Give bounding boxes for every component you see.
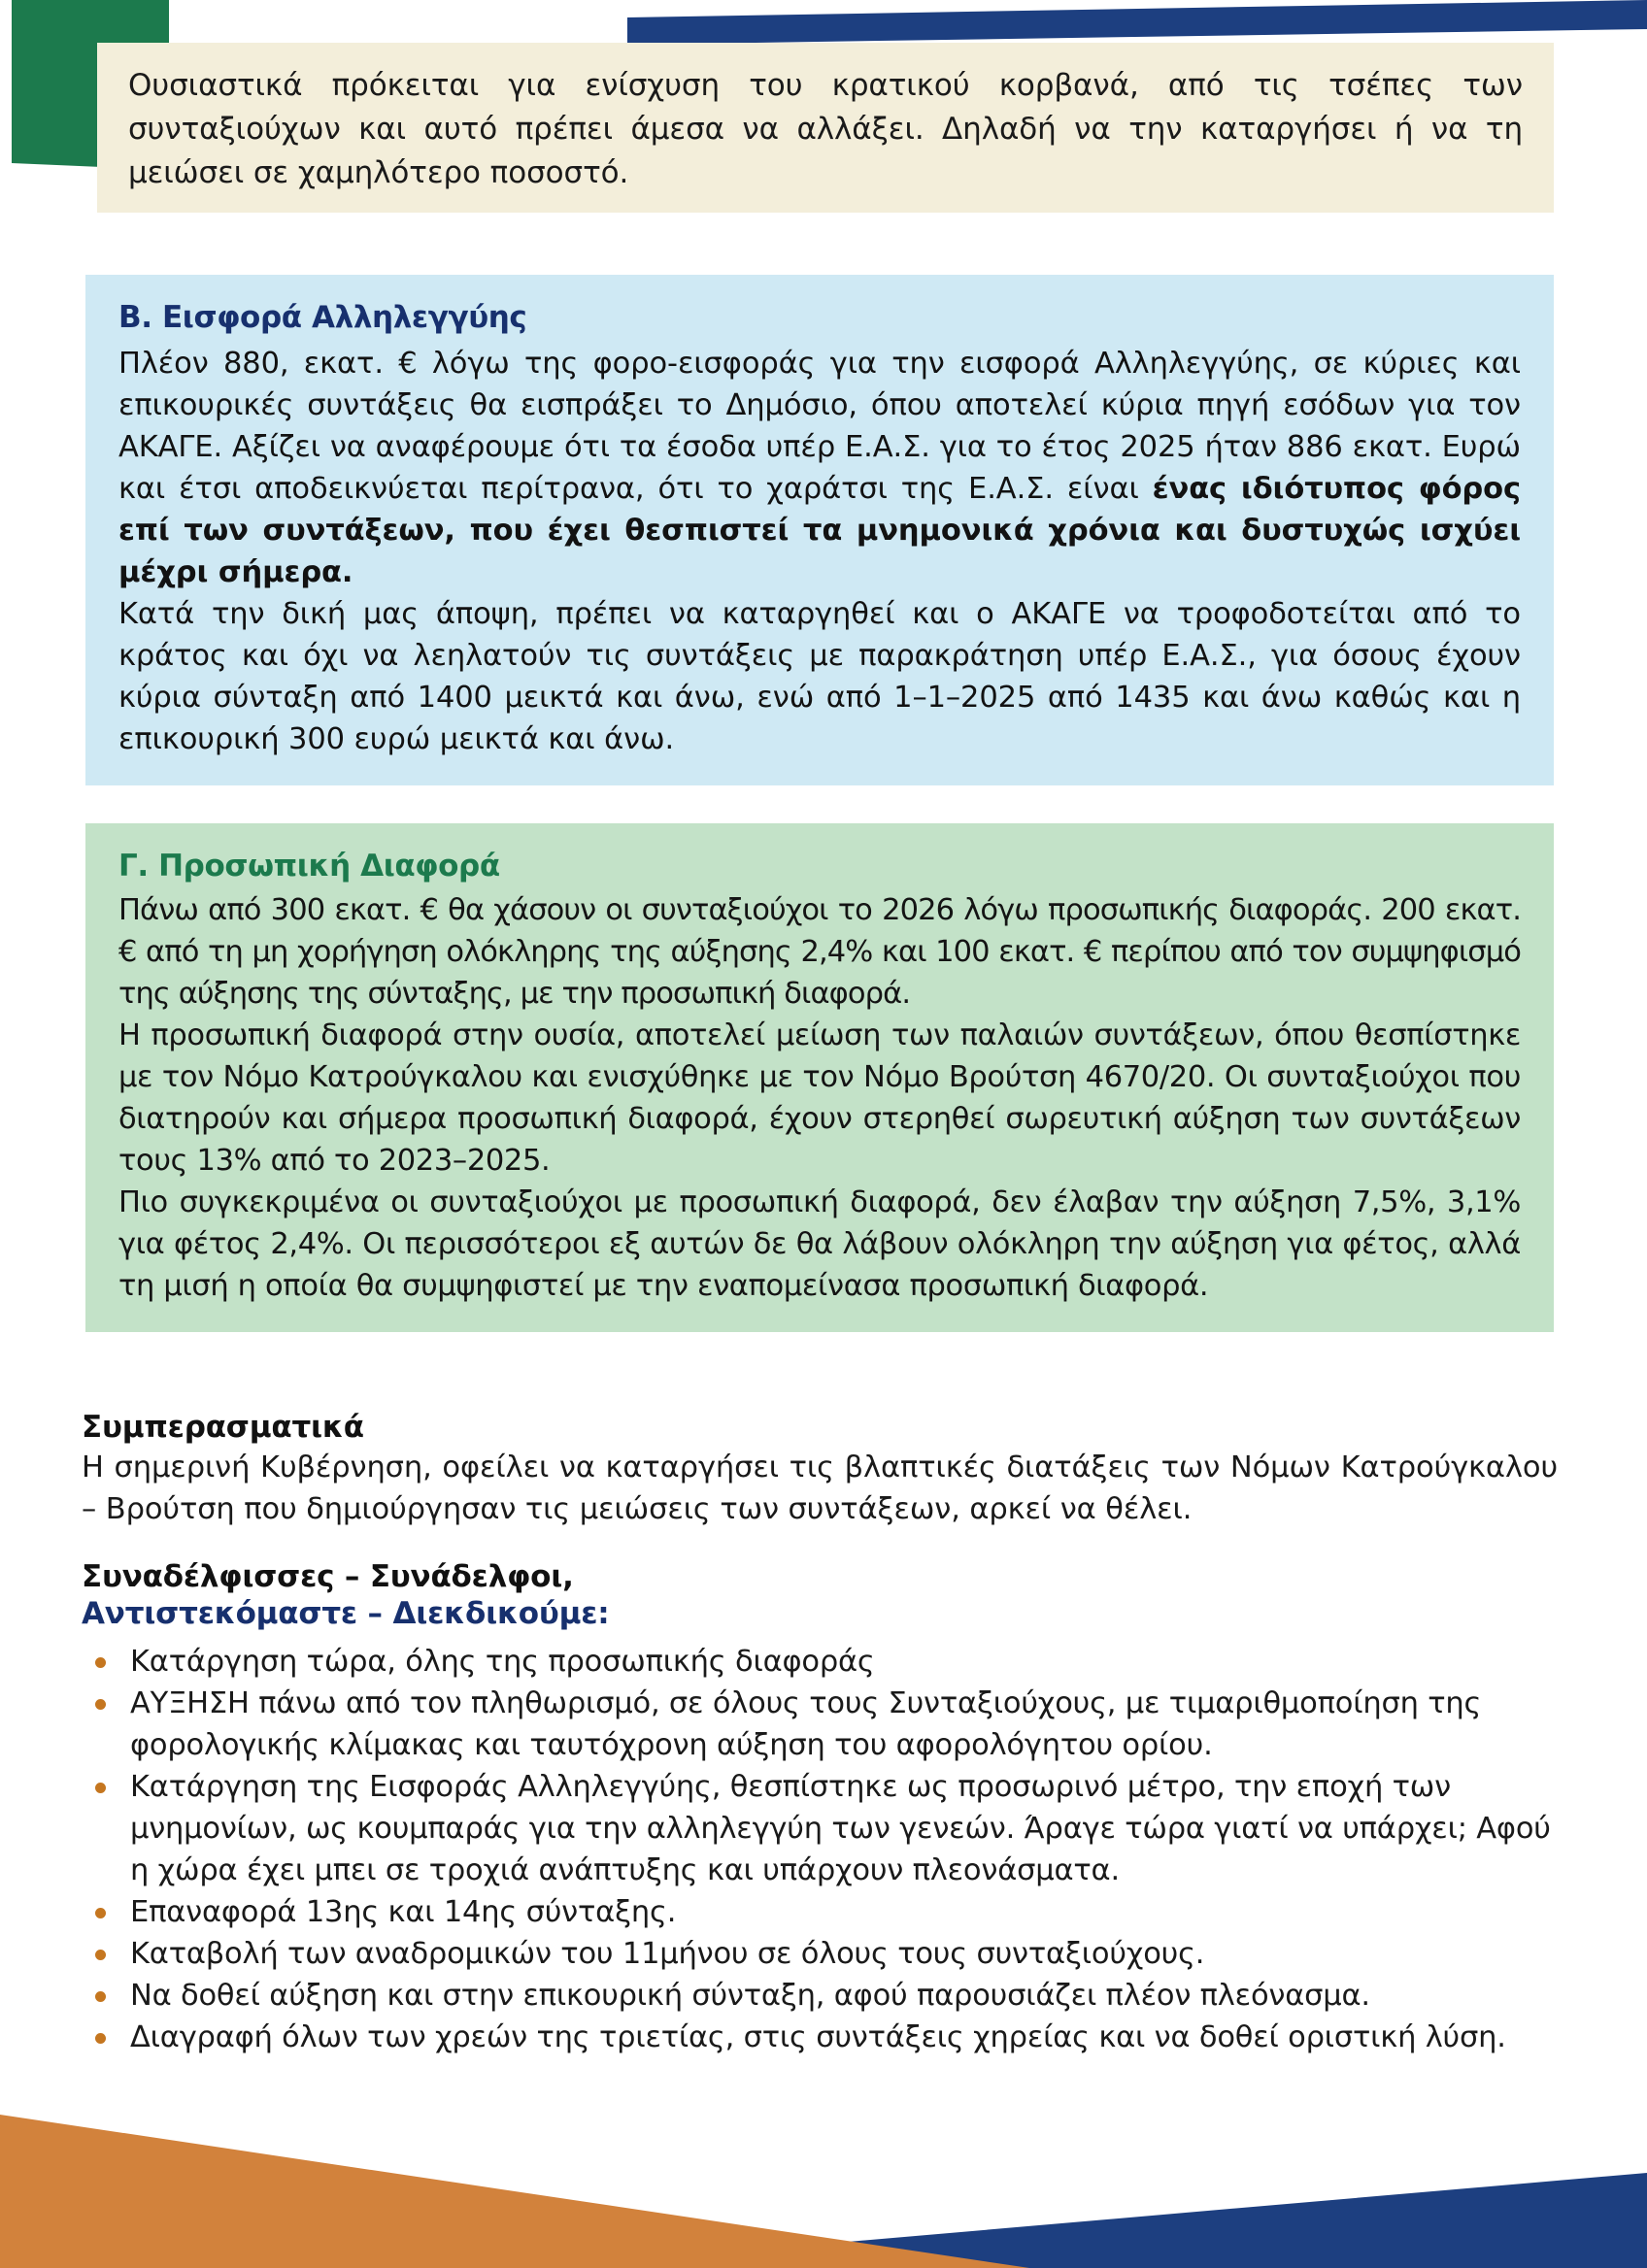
bullet-diamond-icon <box>95 1783 106 1793</box>
section-b-paragraph-1-bold: ένας ιδιότυπος φόρος επί των συντάξεων, που έχει θεσπιστεί τα μνημονικά χρόνια και δυστυχώς ισχύει μέχρι σήμερα. <box>118 472 1521 589</box>
list-item-label: Κατάργηση τώρα, όλης της προσωπικής διαφοράς <box>130 1645 875 1679</box>
list-item-label: ΑΥΞΗΣΗ πάνω από τον πληθωρισμό, σε όλους τους Συνταξιούχους, με τιμαριθμοποίηση της φορολογικής κλίμακας και ταυτόχρονη αύξηση του αφορολόγητου ορίου. <box>130 1686 1482 1762</box>
demands-list <box>82 1641 1558 2058</box>
bullet-diamond-icon <box>95 1991 106 2002</box>
salutation-heading: Συναδέλφισσες – Συνάδελφοι, <box>82 1559 574 1594</box>
list-item <box>82 1975 1558 2017</box>
bullet-diamond-icon <box>95 1657 106 1668</box>
bullet-diamond-icon <box>95 1699 106 1710</box>
section-c-paragraph-1: Πάνω από 300 εκατ. € θα χάσουν οι συνταξιούχοι το 2026 λόγω προσωπικής διαφοράς. 200 εκατ. € από τη μη χορήγηση ολόκληρης της αύξησης 2,4% και 100 εκατ. € περίπου από τον συμψηφισμό της αύξησης της σύνταξης, με την προσωπική διαφορά. <box>118 893 1521 1011</box>
list-item <box>82 1683 1558 1766</box>
list-item <box>82 1641 1558 1683</box>
section-c-heading: Γ. Προσωπική Διαφορά <box>118 849 500 884</box>
list-item-label: Κατάργηση της Εισφοράς Αλληλεγγύης, θεσπίστηκε ως προσωρινό μέτρο, την εποχή των μνημονίων, ως κουμπαράς για την αλληλεγγύη των γενεών. Άραγε τώρα γιατί να υπάρχει; Αφού η χώρα έχει μπει σε τροχιά ανάπτυξης και υπάρχουν πλεονάσματα. <box>130 1770 1551 1887</box>
intro-block <box>97 43 1554 213</box>
section-c-paragraph-2: Η προσωπική διαφορά στην ουσία, αποτελεί μείωση των παλαιών συντάξεων, όπου θεσπίστηκε με τον Νόμο Κατρούγκαλου και ενισχύθηκε με τον Νόμο Βρούτση 4670/20. Οι συνταξιούχοι που διατηρούν και σήμερα προσωπική διαφορά, έχουν στερηθεί σωρευτική αύξηση των συντάξεων τους 13% από το 2023–2025. <box>118 1018 1521 1178</box>
bullet-diamond-icon <box>95 1908 106 1918</box>
bullet-diamond-icon <box>95 1950 106 1960</box>
section-b-paragraph-1-text: Πλέον 880, εκατ. € λόγω της φορο-εισφοράς για την εισφορά Αλληλεγγύης, σε κύριες και επικουρικές συντάξεις θα εισπράξει το Δημόσιο, όπου αποτελεί κύρια πηγή εσόδων για τον ΑΚΑΓΕ. Αξίζει να αναφέρουμε ότι τα έσοδα υπέρ Ε.Α.Σ. για το έτος 2025 ήταν 886 εκατ. Ευρώ και έτσι αποδεικνύεται περίτρανα, ότι το χαράτσι της Ε.Α.Σ. είναι <box>118 347 1521 506</box>
list-item <box>82 2017 1558 2058</box>
conclusion-heading: Συμπερασματικά <box>82 1410 364 1445</box>
closing-section <box>82 1410 1558 2058</box>
list-item <box>82 1933 1558 1975</box>
demands-subheading: Αντιστεκόμαστε – Διεκδικούμε: <box>82 1596 610 1631</box>
bullet-diamond-icon <box>95 2033 106 2044</box>
section-b-block <box>85 275 1554 785</box>
section-b-heading: Β. Εισφορά Αλληλεγγύης <box>118 300 527 335</box>
list-item <box>82 1766 1558 1891</box>
list-item-label: Να δοθεί αύξηση και στην επικουρική σύνταξη, αφού παρουσιάζει πλέον πλεόνασμα. <box>130 1979 1370 2013</box>
intro-paragraph: Ουσιαστικά πρόκειται για ενίσχυση του κρατικού κορβανά, από τις τσέπες των συνταξιούχων και αυτό πρέπει άμεσα να αλλάξει. Δηλαδή να την καταργήσει ή να τη μειώσει σε χαμηλότερο ποσοστό. <box>128 68 1523 190</box>
list-item-label: Επαναφορά 13ης και 14ης σύνταξης. <box>130 1895 677 1929</box>
list-item <box>82 1891 1558 1933</box>
section-b-paragraph-2: Κατά την δική μας άποψη, πρέπει να καταργηθεί και ο ΑΚΑΓΕ να τροφοδοτείται από το κράτος και όχι να λεηλατούν τις συντάξεις με παρακράτηση υπέρ Ε.Α.Σ., για όσους έχουν κύρια σύνταξη από 1400 μεικτά και άνω, ενώ από 1–1–2025 από 1435 και άνω καθώς και η επικουρική 300 ευρώ μεικτά και άνω. <box>118 597 1521 756</box>
list-item-label: Καταβολή των αναδρομικών του 11μήνου σε όλους τους συνταξιούχους. <box>130 1937 1205 1971</box>
orange-bottom-graphic <box>0 2074 1029 2268</box>
blue-top-stripe-graphic <box>627 0 1647 45</box>
section-c-paragraph-3: Πιο συγκεκριμένα οι συνταξιούχοι με προσωπική διαφορά, δεν έλαβαν την αύξηση 7,5%, 3,1% για φέτος 2,4%. Οι περισσότεροι εξ αυτών δε θα λάβουν ολόκληρη την αύξηση για φέτος, αλλά τη μισή η οποία θα συμψηφιστεί με την εναπομείνασα προσωπική διαφορά. <box>118 1185 1521 1303</box>
list-item-label: Διαγραφή όλων των χρεών της τριετίας, στις συντάξεις χηρείας και να δοθεί οριστική λύση. <box>130 2020 1506 2054</box>
section-b-paragraph-1 <box>118 343 1521 593</box>
section-c-block <box>85 823 1554 1332</box>
conclusion-paragraph: Η σημερινή Κυβέρνηση, οφείλει να καταργήσει τις βλαπτικές διατάξεις των Νόμων Κατρούγκαλου – Βρούτση που δημιούργησαν τις μειώσεις των συντάξεων, αρκεί να θέλει. <box>82 1451 1558 1526</box>
